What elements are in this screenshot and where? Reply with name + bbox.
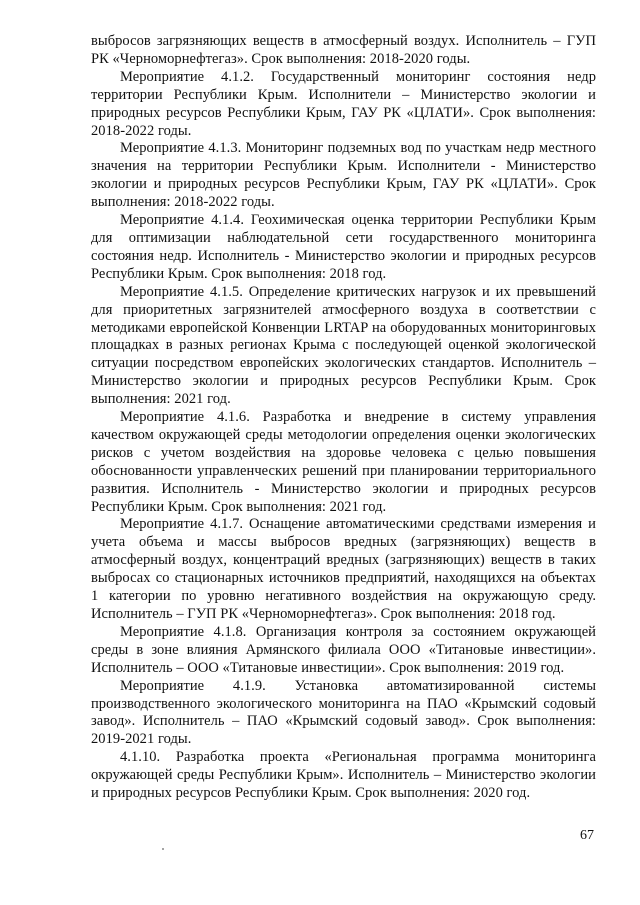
paragraph: Мероприятие 4.1.4. Геохимическая оценка территории Республики Крым для оптимизации наблюдательной сети государственного мониторинга состояния недр. Исполнитель - Министерство экологии и природных ресурсов Республики Крым. Срок выполнения: 2018 год. [91, 212, 596, 282]
paragraph: Мероприятие 4.1.2. Государственный мониторинг состояния недр территории Республики Крым. Исполнители – Министерство экологии и природных ресурсов Республики Крым, ГАУ РК «ЦЛАТИ». Срок выполнения: 2018-2022 годы. [91, 68, 596, 139]
paragraph: выбросов загрязняющих веществ в атмосферный воздух. Исполнитель – ГУП РК «Черноморнефтегаз». Срок выполнения: 2018-2020 годы. [91, 33, 596, 67]
paragraph: 4.1.10. Разработка проекта «Региональная программа мониторинга окружающей среды Республики Крым». Исполнитель – Министерство экологии и природных ресурсов Республики Крым. Срок выполнения: 2020 год. [91, 749, 596, 802]
paragraph: Мероприятие 4.1.8. Организация контроля за состоянием окружающей среды в зоне влияния Армянского филиала ООО «Титановые инвестиции». Исполнитель – ООО «Титановые инвестиции». Срок выполнения: 2019 год. [91, 623, 596, 676]
paragraph: Мероприятие 4.1.3. Мониторинг подземных вод по участкам недр местного значения на территории Республики Крым. Исполнители - Министерство экологии и природных ресурсов Республики Крым, ГАУ РК «ЦЛАТИ». Срок выполнения: 2018-2022 годы. [91, 140, 596, 211]
paragraph: Мероприятие 4.1.7. Оснащение автоматическими средствами измерения и учета объема и массы выбросов вредных (загрязняющих) веществ в атмосферный воздух, концентраций вредных (загрязняющих) веществ в таких выбросах со стационарных источников предприятий, находящихся на объектах 1 категории по уровню негативного воздействия на окружающую среду. Исполнитель – ГУП РК «Черноморнефтегаз». Срок выполнения: 2018 год. [91, 516, 596, 622]
paragraph: Мероприятие 4.1.9. Установка автоматизированной системы производственного экологического мониторинга на ПАО «Крымский содовый завод». Исполнитель – ПАО «Крымский содовый завод». Срок выполнения: 2019-2021 годы. [91, 677, 596, 748]
paragraph: Мероприятие 4.1.6. Разработка и внедрение в систему управления качеством окружающей среды методологии определения оценки экологических рисков с учетом воздействия на здоровье человека с целью повышения обоснованности управленческих решений при планировании территориального развития. Исполнитель - Министерство экологии и природных ресурсов Республики Крым. Срок выполнения: 2021 год. [91, 409, 596, 515]
paragraph: Мероприятие 4.1.5. Определение критических нагрузок и их превышений для приоритетных загрязнителей атмосферного воздуха в соответствии с методиками европейской Конвенции LRTAP на оборудованных мониторинговых площадках в разных регионах Крыма с последующей оценкой экологической ситуации посредством европейских экологических стандартов. Исполнитель – Министерство экологии и природных ресурсов Республики Крым. Срок выполнения: 2021 год. [91, 283, 596, 408]
page-number: 67 [580, 828, 594, 843]
scan-speck [162, 848, 164, 850]
